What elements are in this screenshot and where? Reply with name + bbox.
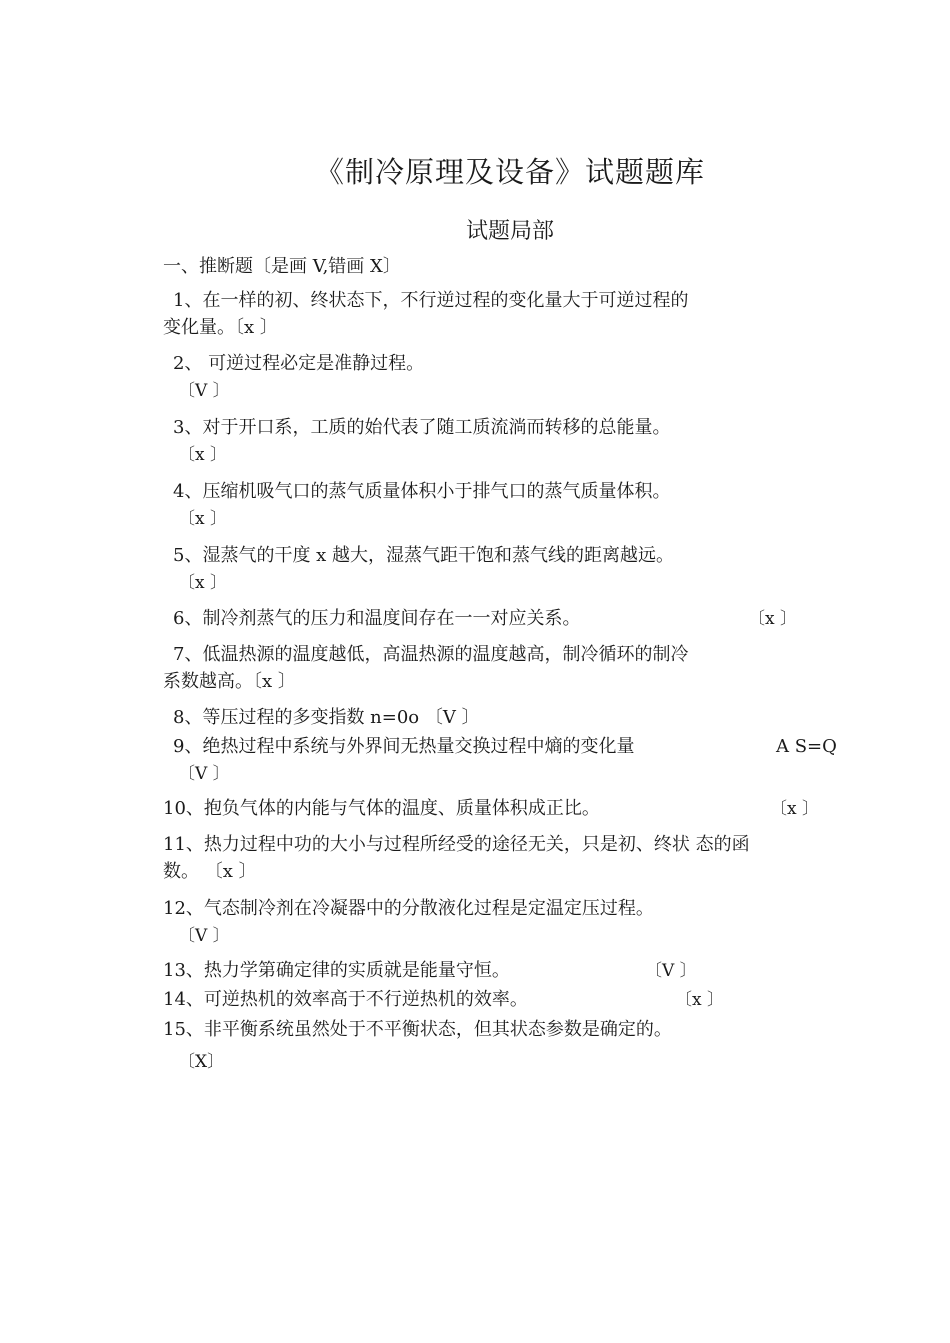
question-7-text-cont: 系数越高。〔x 〕 xyxy=(163,671,296,692)
section-heading: 一、推断题〔是画 V,错画 X〕 xyxy=(163,256,401,277)
question-2-text: 2、 可逆过程必定是准静过程。 xyxy=(173,353,425,374)
question-13-text: 13、热力学第确定律的实质就是能量守恒。 xyxy=(163,960,510,981)
question-3-text: 3、对于开口系，工质的始代表了随工质流淌而转移的总能量。 xyxy=(173,417,671,438)
document-subtitle: 试题局部 xyxy=(465,219,554,244)
question-3-answer: 〔x 〕 xyxy=(178,445,227,465)
question-1-text: 1、在一样的初、终状态下，不行逆过程的变化量大于可逆过程的 xyxy=(173,290,689,311)
question-6-text: 6、制冷剂蒸气的压力和温度间存在一一对应关系。 xyxy=(173,608,581,629)
question-8-text: 8、等压过程的多变指数 n=0o 〔V 〕 xyxy=(173,707,480,728)
question-10-text: 10、抱负气体的内能与气体的温度、质量体积成正比。 xyxy=(163,798,600,819)
question-15-text: 15、非平衡系统虽然处于不平衡状态，但其状态参数是确定的。 xyxy=(163,1019,672,1040)
question-14-text: 14、可逆热机的效率高于不行逆热机的效率。 xyxy=(163,989,528,1010)
question-12-text: 12、气态制冷剂在冷凝器中的分散液化过程是定温定压过程。 xyxy=(163,898,654,919)
question-11-text: 11、热力过程中功的大小与过程所经受的途径无关，只是初、终状 态的函 xyxy=(163,834,750,855)
question-4-answer: 〔x 〕 xyxy=(178,509,227,529)
question-6-answer: 〔x 〕 xyxy=(748,609,797,629)
question-7-text: 7、低温热源的温度越低，高温热源的温度越高，制冷循环的制冷 xyxy=(173,644,689,665)
question-15-answer: 〔X〕 xyxy=(178,1052,225,1072)
question-11-text-cont: 数。 〔x 〕 xyxy=(163,861,257,882)
question-13-answer: 〔V 〕 xyxy=(645,961,697,981)
question-9-formula: A S=Q xyxy=(776,736,837,757)
question-1-text-cont: 变化量。〔x 〕 xyxy=(163,317,278,338)
question-4-text: 4、压缩机吸气口的蒸气质量体积小于排气口的蒸气质量体积。 xyxy=(173,481,671,502)
question-2-answer: 〔V 〕 xyxy=(178,381,230,401)
question-9-text: 9、绝热过程中系统与外界间无热量交换过程中熵的变化量 xyxy=(173,736,635,757)
question-14-answer: 〔x 〕 xyxy=(675,990,724,1010)
question-5-text: 5、湿蒸气的干度 x 越大，湿蒸气距干饱和蒸气线的距离越远。 xyxy=(173,545,675,566)
question-10-answer: 〔x 〕 xyxy=(770,799,819,819)
document-title: 《制冷原理及设备》试题题库 xyxy=(314,155,705,189)
question-9-answer: 〔V 〕 xyxy=(178,764,230,784)
question-5-answer: 〔x 〕 xyxy=(178,573,227,593)
question-12-answer: 〔V 〕 xyxy=(178,926,230,946)
